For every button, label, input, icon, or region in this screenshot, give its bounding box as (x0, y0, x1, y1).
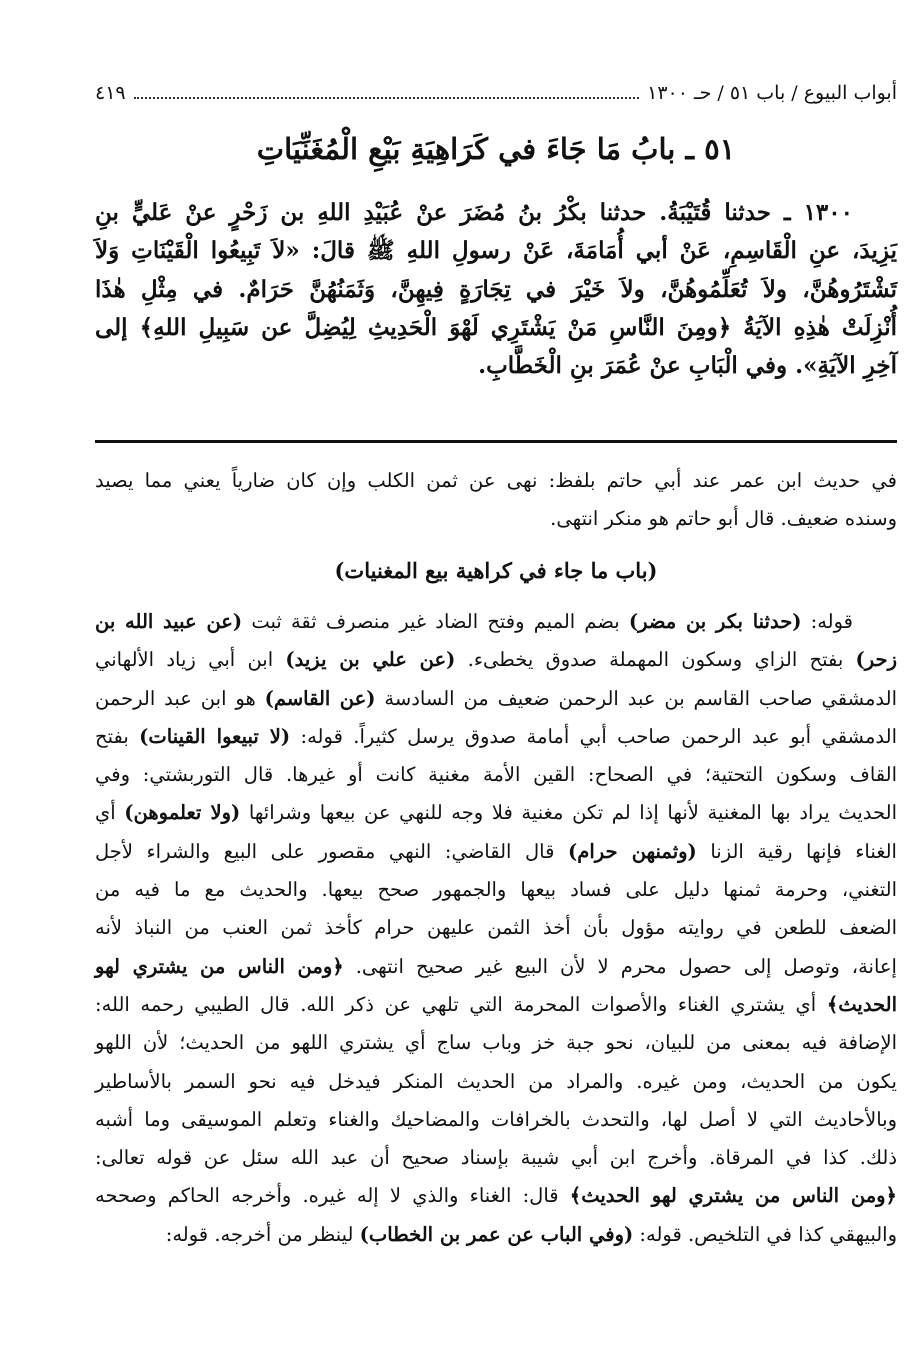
quoted-phrase: (وفي الباب عن عمر بن الخطاب) (359, 1222, 634, 1246)
commentary-text-segment: القاف وسكون التحتية؛ في الصحاح: القين الأمة مغنية كانت أو غيرها. قال التوربشتي: وفي (95, 763, 897, 787)
quoted-phrase: (حدثنا بكر بن مضر) (628, 610, 802, 633)
commentary-line (95, 1177, 897, 1215)
commentary-line (95, 1216, 897, 1254)
commentary-text-segment: ابن أبي زياد الألهاني (95, 648, 286, 672)
commentary-text-segment: بفتح (95, 724, 140, 748)
quoted-phrase: (لا تبيعوا القينات) (139, 724, 291, 748)
commentary-text-segment: والبيهقي كذا في التلخيص. قوله: (633, 1222, 897, 1246)
commentary-line (95, 680, 897, 718)
chapter-title: ٥١ ـ بابُ مَا جَاءَ في كَرَاهِيَةِ بَيْعِ الْمُغَنِّيَاتِ (256, 132, 736, 166)
hadith-line: تَشْتَرُوهُنَّ، ولاَ تُعَلِّمُوهُنَّ، ولاَ خَيْرَ في تِجَارَةٍ فِيهِنَّ، وَثَمَنُهُنَّ حَرَامٌ. في مِثْلِ هٰذَا (95, 275, 897, 303)
quoted-phrase: (عن علي بن يزيد) (285, 648, 456, 672)
quoted-phrase: (ولا تعلموهن) (124, 801, 241, 825)
commentary-line (95, 794, 897, 832)
hadith-line-text: ـ حدثنا قُتَيْبَةُ. حدثنا بكْرُ بنُ مُضَرَ عنْ عُبَيْدِ اللهِ بن زَحْرٍ عنْ عَليٍّ بنِ (95, 199, 791, 226)
commentary-text-segment: أي (95, 801, 125, 825)
commentary-text-segment: أي يشتري الغناء والأصوات المحرمة التي تلهي عن ذكر الله. قال الطيبي رحمه الله: (95, 992, 827, 1016)
quoted-phrase: (عن عبيد الله بن (95, 610, 243, 633)
commentary-text-segment: قال القاضي: النهي مقصور على البيع والشراء لأجل (95, 839, 569, 863)
leader-dots (134, 83, 640, 99)
running-head-title: أبواب البيوع / باب ٥١ / حـ ١٣٠٠ (647, 82, 897, 104)
footnote-divider (95, 440, 897, 443)
commentary-text-segment: لينظر من أخرجه. قوله: (165, 1222, 360, 1246)
commentary-text-segment: الدمشقي صاحب القاسم بن عبد الرحمن ضعيف من السادسة (375, 686, 897, 710)
commentary-line (95, 948, 897, 986)
commentary-text-segment: الدمشقي أبو عبد الرحمن صاحب أبي أمامة صدوق يرسل كثيراً. قوله: (290, 724, 897, 748)
commentary-text (95, 603, 897, 1254)
commentary-line (95, 641, 897, 679)
hadith-line: يَزِيدَ، عنِ الْقَاسِمِ، عَنْ أبي أُمَامَةَ، عَنْ رسولِ اللهِ ﷺ قالَ: «لاَ تَبِيعُوا الْقَيْنَاتِ وَلاَ (95, 237, 897, 265)
commentary-line (95, 756, 897, 794)
commentary-line (95, 603, 897, 641)
commentary-line (95, 833, 897, 871)
commentary-line (95, 718, 897, 756)
commentary-line (95, 1063, 897, 1101)
commentary-text-segment: التغني، وحرمة ثمنها دليل على فساد بيعها والجمهور صحح بيعها. والحديث مع ما فيه من (95, 878, 897, 902)
commentary-text-segment: الضعف للطعن في روايته مؤول بأن أخذ الثمن عليهن حرام كأخذ ثمن العنب من النباذ لأنه (95, 916, 897, 940)
quoted-phrase: ﴿ومن الناس من يشتري لهو الحديث﴾ (569, 1184, 897, 1208)
commentary-text-segment: ذلك. كذا في المرقاة. وأخرج ابن أبي شيبة بإسناد صحيح أن عبد الله سئل عن قوله تعالى: (95, 1146, 897, 1170)
hadith-number: ١٣٠٠ (803, 199, 853, 226)
footnote-line: في حديث ابن عمر عند أبي حاتم بلفظ: نهى عن ثمن الكلب وإن كان ضارياً يعني مما يصيد (95, 469, 897, 492)
commentary-heading: (باب ما جاء في كراهية بيع المغنيات) (334, 558, 658, 583)
footnote-carryover (95, 462, 897, 539)
commentary-line (95, 986, 897, 1024)
hadith-line (95, 194, 897, 232)
quoted-phrase: الحديث﴾ (826, 992, 897, 1016)
commentary-line (95, 1024, 897, 1062)
quoted-phrase: (وثمنهن حرام) (568, 839, 697, 863)
quoted-phrase: زحر) (855, 648, 898, 672)
commentary-text-segment: يكون من الحديث، ومن غيره. والمراد من الحديث المنكر فيدخل فيه نحو السمر بالأساطير (95, 1069, 897, 1093)
commentary-text-segment: هو ابن عبد الرحمن (95, 686, 265, 710)
commentary-text-segment: قوله: (801, 610, 853, 633)
page-number: ٤١٩ (95, 82, 126, 104)
footnote-line: وسنده ضعيف. قال أبو حاتم هو منكر انتهى. (550, 507, 897, 531)
commentary-line (95, 1101, 897, 1139)
commentary-text-segment: وبالأحاديث التي لا أصل لها، والتحدث بالخرافات والمضاحيك والغناء وتعلم الموسيقى وما أشبه (95, 1107, 897, 1131)
commentary-line (95, 909, 897, 947)
commentary-text-segment: الإضافة فيه بمعنى من للبيان، نحو جبة خز وباب ساج أي يشتري اللهو من الحديث؛ لأن اللهو (95, 1031, 897, 1055)
quoted-phrase: (عن القاسم) (264, 686, 376, 710)
quoted-phrase: ﴿ومن الناس من يشتري لهو (95, 954, 344, 978)
commentary-text-segment: قال: الغناء والذي لا إله غيره. وأخرجه الحاكم وصححه (95, 1184, 570, 1208)
commentary-text-segment: بضم الميم وفتح الضاد غير منصرف ثقة ثبت (242, 610, 629, 633)
commentary-text-segment: بفتح الزاي وسكون المهملة صدوق يخطىء. (455, 648, 856, 672)
commentary-text-segment: الغناء فإنها رقية الزنا (696, 839, 897, 863)
commentary-line (95, 1139, 897, 1177)
hadith-line: أُنْزِلَتْ هٰذِهِ الآيَةُ ﴿ومِنَ النَّاسِ مَنْ يَشْتَرِي لَهْوَ الْحَدِيثِ لِيُضِلَّ عن سَبِيلِ اللهِ﴾ إلى (95, 313, 897, 341)
commentary-line (95, 871, 897, 909)
commentary-text-segment: الحديث يراد بها المغنية لأنها إذا لم تكن مغنية فلا وجه للنهي عن بيعها وشرائها (240, 801, 897, 825)
commentary-text-segment: إعانة، وتوصل إلى حصول محرم لا لأن البيع غير صحيح انتهى. (343, 954, 897, 978)
hadith-line: آخِرِ الآيَةِ». وفي الْبَابِ عنْ عُمَرَ بنِ الْخَطَّابِ. (478, 352, 897, 380)
running-head (95, 82, 897, 112)
hadith-text (95, 194, 897, 385)
